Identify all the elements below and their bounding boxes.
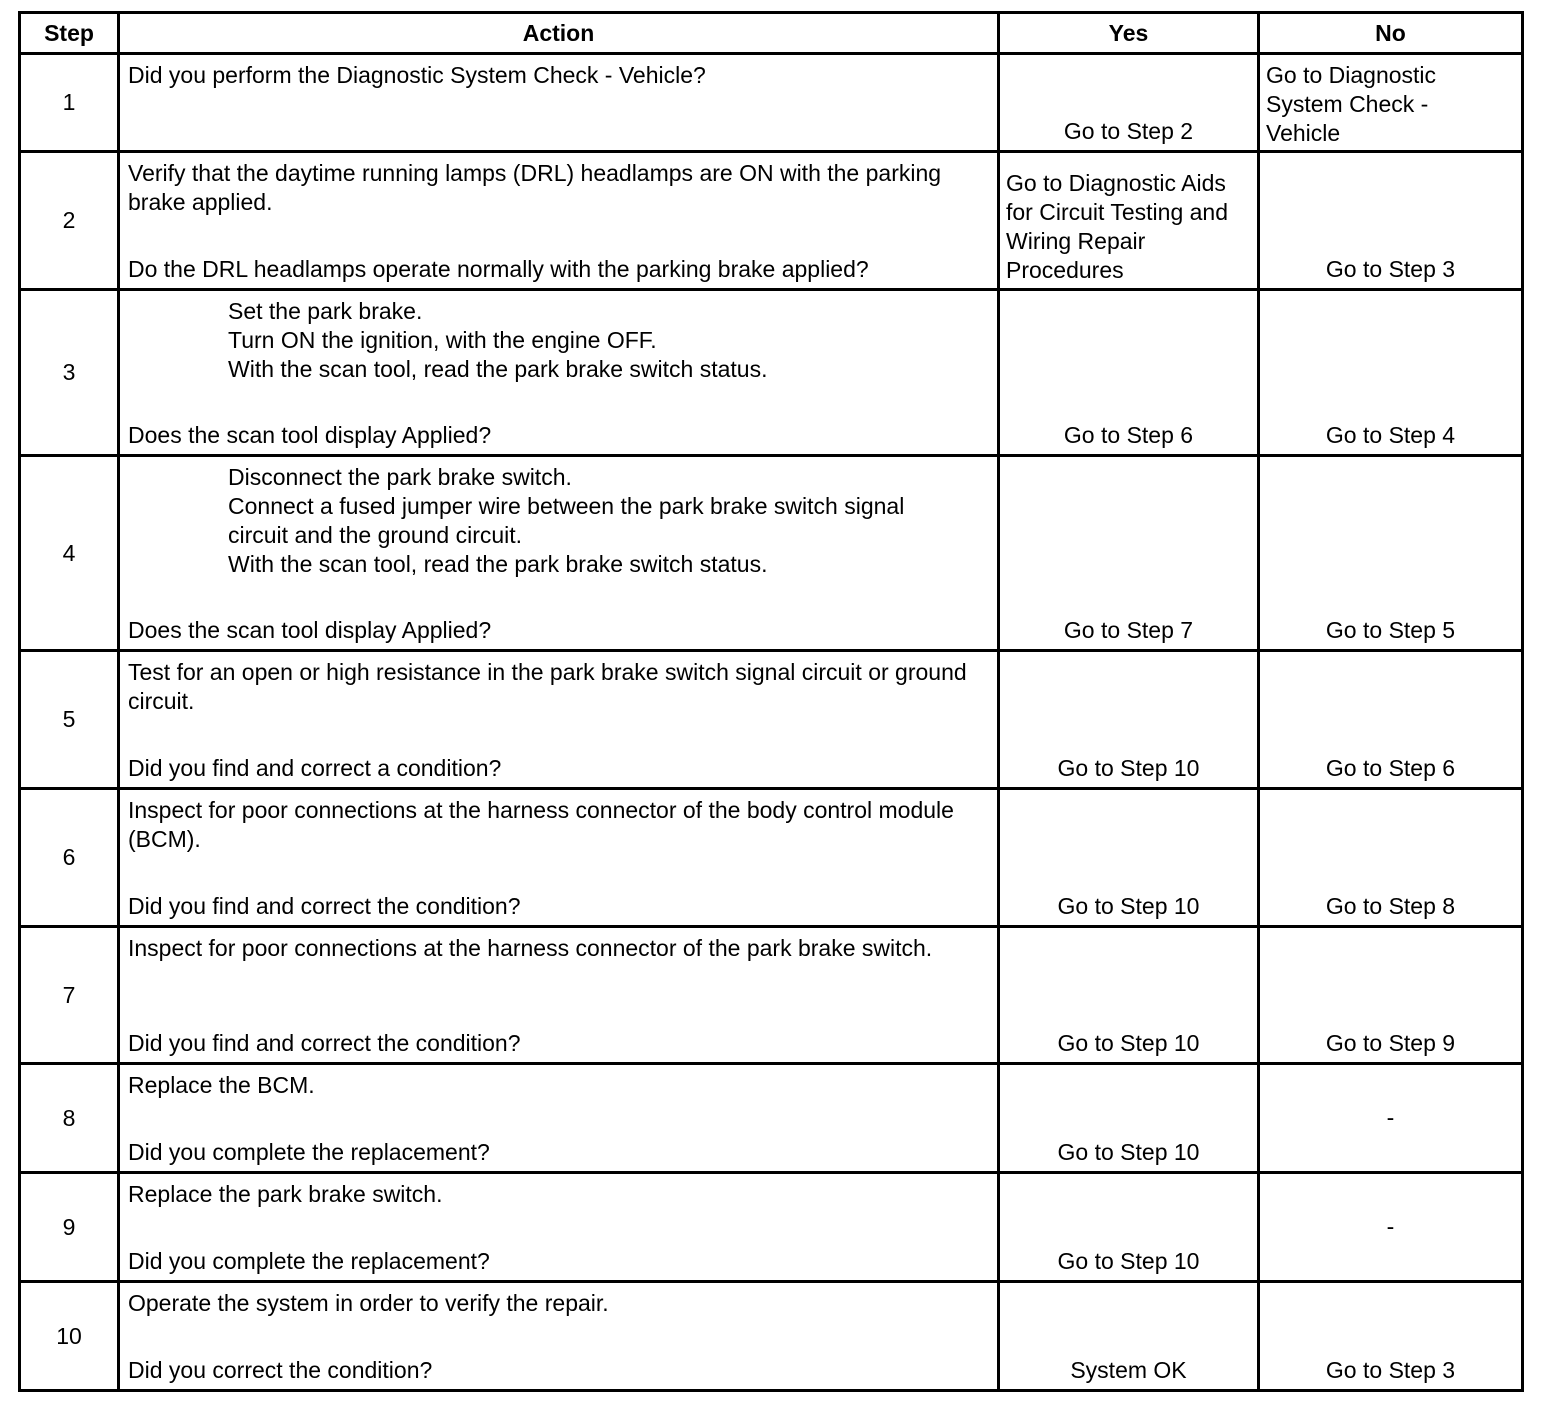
step-number: 7 [20,927,119,1064]
table-row [20,1173,1523,1282]
action-substep: Turn ON the ignition, with the engine OFF. [228,327,657,353]
no-cell [1259,152,1523,290]
yes-cell [999,54,1259,152]
action-cell [119,1282,999,1391]
action-substep: With the scan tool, read the park brake switch status. [228,356,768,382]
action-question: Does the scan tool display Applied? [128,617,492,643]
step-number: 5 [20,651,119,789]
step-number: 9 [20,1173,119,1282]
no-cell [1259,1173,1523,1282]
diagnostic-table [18,11,1524,1392]
yes-result: Go to Step 10 [1057,1248,1200,1274]
no-cell [1259,456,1523,651]
action-text: Inspect for poor connections at the harness connector of the park brake switch. [128,935,933,961]
action-cell [119,651,999,789]
no-result: Go to Step 3 [1325,256,1456,282]
action-question: Did you correct the condition? [128,1357,433,1383]
action-cell [119,290,999,456]
action-text: Replace the BCM. [128,1072,315,1098]
step-number: 8 [20,1064,119,1173]
yes-result: Go to Step 10 [1057,1030,1200,1056]
action-question: Did you complete the replacement? [128,1139,490,1165]
action-question: Did you find and correct the condition? [128,893,521,919]
table-row [20,1282,1523,1391]
action-text: Replace the park brake switch. [128,1181,443,1207]
action-substep: Disconnect the park brake switch. [228,464,572,490]
step-number: 4 [20,456,119,651]
action-cell [119,152,999,290]
action-cell [119,927,999,1064]
step-number: 3 [20,290,119,456]
action-cell [119,54,999,152]
action-cell [119,1173,999,1282]
table-row [20,927,1523,1064]
action-question: Does the scan tool display Applied? [128,422,492,448]
yes-result: Go to Step 6 [1063,422,1194,448]
no-cell [1259,54,1523,152]
header-action: Action [119,13,999,54]
no-result: - [1386,1213,1395,1240]
no-cell [1259,290,1523,456]
no-result: Go to Diagnostic System Check - Vehicle [1266,62,1437,146]
table-row [20,54,1523,152]
step-number: 10 [20,1282,119,1391]
table-row [20,290,1523,456]
header-row [20,13,1523,54]
no-result: Go to Step 5 [1325,617,1456,643]
yes-cell [999,651,1259,789]
header-step: Step [20,13,119,54]
no-cell [1259,927,1523,1064]
header-yes: Yes [999,13,1259,54]
no-cell [1259,1282,1523,1391]
yes-cell [999,152,1259,290]
no-result: Go to Step 3 [1325,1357,1456,1383]
action-question: Did you find and correct the condition? [128,1030,521,1056]
no-cell [1259,1064,1523,1173]
step-number: 2 [20,152,119,290]
yes-result: Go to Step 7 [1063,617,1194,643]
action-question: Do the DRL headlamps operate normally with the parking brake applied? [128,256,869,282]
action-substep: Set the park brake. [228,298,423,324]
no-result: Go to Step 6 [1325,755,1456,781]
action-text: Operate the system in order to verify the repair. [128,1290,609,1316]
action-text: Test for an open or high resistance in the park brake switch signal circuit or ground circuit. [128,659,967,714]
no-result: - [1386,1104,1395,1131]
action-question: Did you complete the replacement? [128,1248,490,1274]
yes-cell [999,456,1259,651]
no-cell [1259,789,1523,927]
no-result: Go to Step 8 [1325,893,1456,919]
table-row [20,1064,1523,1173]
step-number: 1 [20,54,119,152]
action-substep: With the scan tool, read the park brake switch status. [228,551,768,577]
yes-result: Go to Step 10 [1057,1139,1200,1165]
table-row [20,152,1523,290]
yes-result: Go to Step 10 [1057,755,1200,781]
yes-result: System OK [1070,1357,1187,1383]
action-text: Did you perform the Diagnostic System Check - Vehicle? [128,62,706,88]
yes-result: Go to Diagnostic Aids for Circuit Testing and Wiring Repair Procedures [1006,170,1229,283]
yes-cell [999,1173,1259,1282]
yes-cell [999,789,1259,927]
table-row [20,789,1523,927]
action-cell [119,789,999,927]
action-question: Did you find and correct a condition? [128,755,502,781]
action-text: Verify that the daytime running lamps (DRL) headlamps are ON with the parking brake applied. [128,160,942,215]
action-cell [119,1064,999,1173]
table-row [20,456,1523,651]
table-row [20,651,1523,789]
action-text: Inspect for poor connections at the harness connector of the body control module (BCM). [128,797,954,852]
yes-cell [999,290,1259,456]
header-no: No [1259,13,1523,54]
no-cell [1259,651,1523,789]
yes-cell [999,927,1259,1064]
yes-cell [999,1064,1259,1173]
action-substep: Connect a fused jumper wire between the park brake switch signal circuit and the ground circuit. [228,493,905,548]
step-number: 6 [20,789,119,927]
action-cell [119,456,999,651]
yes-cell [999,1282,1259,1391]
yes-result: Go to Step 2 [1063,118,1194,144]
no-result: Go to Step 4 [1325,422,1456,448]
yes-result: Go to Step 10 [1057,893,1200,919]
no-result: Go to Step 9 [1325,1030,1456,1056]
